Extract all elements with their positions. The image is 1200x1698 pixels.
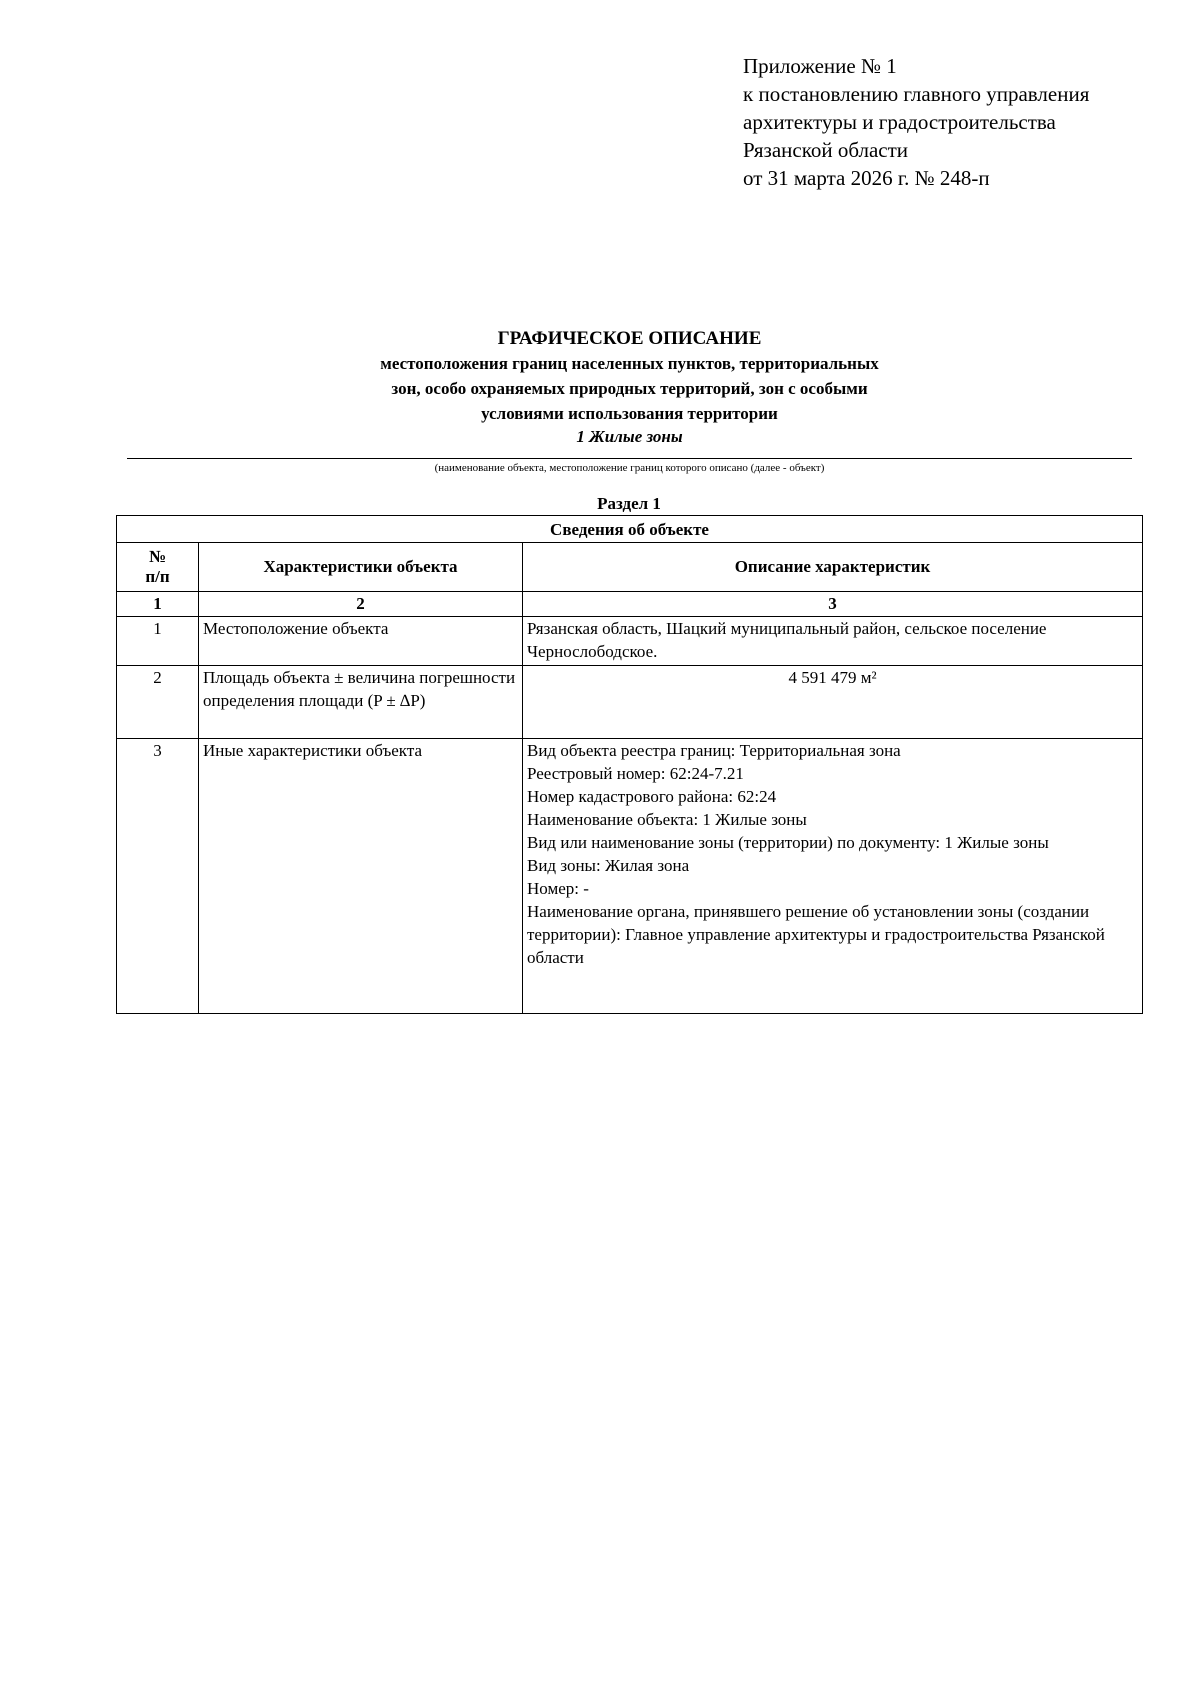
document-title-block xyxy=(127,326,1132,448)
appendix-line: архитектуры и градостроительства xyxy=(743,110,1056,134)
row-number: 3 xyxy=(117,739,199,1014)
table-row xyxy=(117,666,1143,739)
table-header-row xyxy=(117,543,1143,592)
description-line: Наименование объекта: 1 Жилые зоны xyxy=(527,810,807,829)
description-line: Реестровый номер: 62:24-7.21 xyxy=(527,764,744,783)
table-caption: Сведения об объекте xyxy=(117,516,1143,543)
description-line: Вид объекта реестра границ: Территориальная зона xyxy=(527,741,901,760)
document-title: ГРАФИЧЕСКОЕ ОПИСАНИЕ xyxy=(497,328,762,349)
header-number-line1: № xyxy=(148,547,167,566)
header-description: Описание характеристик xyxy=(523,543,1143,592)
description-line: Номер кадастрового района: 62:24 xyxy=(527,787,777,806)
document-subtitle-line: зон, особо охраняемых природных территорий, зон с особыми xyxy=(391,379,868,398)
row-description: 4 591 479 м² xyxy=(523,666,1143,739)
description-line: Номер: - xyxy=(527,879,589,898)
object-name: 1 Жилые зоны xyxy=(576,427,683,446)
appendix-header xyxy=(743,52,1183,192)
appendix-line: к постановлению главного управления xyxy=(743,82,1090,106)
row-characteristic: Площадь объекта ± величина погрешности определения площади (P ± ∆P) xyxy=(199,666,523,739)
table-caption-row xyxy=(117,516,1143,543)
object-info-table xyxy=(116,515,1143,1014)
header-number-line2: п/п xyxy=(145,567,170,586)
section-title: Раздел 1 xyxy=(597,494,661,513)
appendix-line: от 31 марта 2026 г. № 248-п xyxy=(743,166,990,190)
description-line: Вид зоны: Жилая зона xyxy=(527,856,690,875)
column-index: 1 xyxy=(117,592,199,617)
table-row xyxy=(117,617,1143,666)
row-description xyxy=(523,739,1143,1014)
description-line: Наименование органа, принявшего решение об установлении зоны (создании территории): Главное управление архитектуры и градостроительства Рязанской области xyxy=(527,902,1105,967)
header-number xyxy=(117,543,199,592)
object-name-underline xyxy=(127,458,1132,459)
table-row xyxy=(117,739,1143,1014)
appendix-line: Рязанской области xyxy=(743,138,909,162)
row-characteristic: Иные характеристики объекта xyxy=(199,739,523,1014)
row-number: 1 xyxy=(117,617,199,666)
column-index: 3 xyxy=(523,592,1143,617)
appendix-line: Приложение № 1 xyxy=(743,54,897,78)
row-number: 2 xyxy=(117,666,199,739)
description-line: Вид или наименование зоны (территории) по документу: 1 Жилые зоны xyxy=(527,833,1049,852)
header-characteristics: Характеристики объекта xyxy=(199,543,523,592)
row-description: Рязанская область, Шацкий муниципальный район, сельское поселение Чернослободское. xyxy=(523,617,1143,666)
document-subtitle-line: условиями использования территории xyxy=(481,404,778,423)
table-index-row xyxy=(117,592,1143,617)
object-caption: (наименование объекта, местоположение границ которого описано (далее - объект) xyxy=(434,462,825,474)
row-characteristic: Местоположение объекта xyxy=(199,617,523,666)
document-subtitle-line: местоположения границ населенных пунктов, территориальных xyxy=(380,354,879,373)
column-index: 2 xyxy=(199,592,523,617)
